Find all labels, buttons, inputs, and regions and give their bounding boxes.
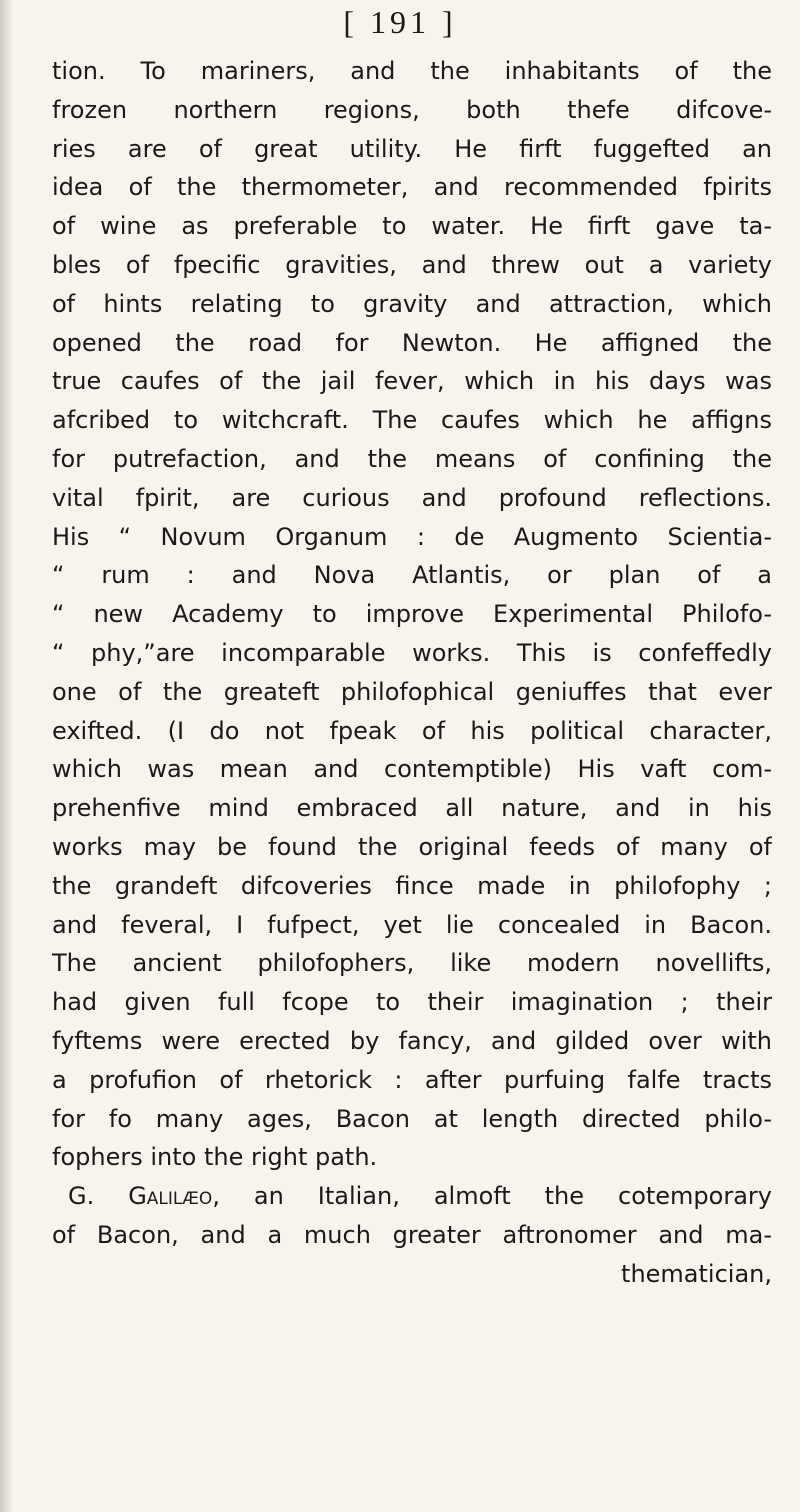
text-line: true caufes of the jail fever, which in his days was bbox=[52, 367, 772, 396]
page-spine-shadow bbox=[0, 0, 14, 1512]
text-line: for putrefaction, and the means of confining the bbox=[52, 444, 772, 473]
text-line: of Bacon, and a much greater aftronomer and ma- bbox=[52, 1220, 772, 1249]
galileo-prefix: G. bbox=[68, 1182, 129, 1211]
text-line: opened the road for Newton. He affigned the bbox=[52, 328, 772, 357]
catchword-line: thematician, bbox=[621, 1259, 772, 1288]
text-line: a profufion of rhetorick : after purfuing falfe tracts bbox=[52, 1065, 772, 1094]
text-line: and feveral, I fufpect, yet lie concealed in Bacon. bbox=[52, 910, 772, 939]
galileo-rest: , an Italian, almoft the cotemporary bbox=[212, 1182, 772, 1211]
text-line: bles of fpecific gravities, and threw out a variety bbox=[52, 250, 772, 279]
text-line: of wine as preferable to water. He firft gave ta- bbox=[52, 212, 772, 241]
text-line: had given full fcope to their imagination ; their bbox=[52, 988, 772, 1017]
text-line: of hints relating to gravity and attraction, which bbox=[52, 289, 772, 318]
text-line: tion. To mariners, and the inhabitants of the bbox=[52, 57, 772, 85]
text-line: the grandeft difcoveries fince made in philofophy ; bbox=[52, 871, 772, 900]
text-line: frozen northern regions, both thefe difcove- bbox=[52, 95, 772, 124]
text-line: vital fpirit, are curious and profound reflections. bbox=[52, 483, 772, 512]
text-line: afcribed to witchcraft. The caufes which he affigns bbox=[52, 406, 772, 435]
text-line: one of the greateft philofophical geniuffes that ever bbox=[52, 677, 772, 706]
text-line: The ancient philofophers, like modern novellifts, bbox=[52, 949, 772, 978]
page-header: [ 191 ] bbox=[343, 4, 457, 40]
text-line-galileo bbox=[52, 1177, 772, 1216]
text-line: fophers into the right path. bbox=[52, 1143, 378, 1172]
text-line: idea of the thermometer, and recommended fpirits bbox=[52, 173, 772, 202]
text-line: exifted. (I do not fpeak of his political character, bbox=[52, 716, 772, 745]
text-line: ries are of great utility. He firft fuggefted an bbox=[52, 134, 772, 163]
text-line: His “ Novum Organum : de Augmento Scientia- bbox=[52, 522, 772, 551]
text-line: works may be found the original feeds of many of bbox=[52, 832, 772, 861]
text-line: “ new Academy to improve Experimental Philofo- bbox=[52, 600, 772, 629]
text-line: fyftems were erected by fancy, and gilded over with bbox=[52, 1026, 772, 1055]
text-line: for fo many ages, Bacon at length directed philo- bbox=[52, 1104, 772, 1133]
text-line: “ phy,”are incomparable works. This is confeffedly bbox=[52, 638, 772, 667]
text-line: prehenfive mind embraced all nature, and in his bbox=[52, 794, 772, 823]
galileo-name: Galilæo bbox=[128, 1182, 213, 1211]
text-line: “ rum : and Nova Atlantis, or plan of a bbox=[52, 561, 772, 590]
body-text bbox=[52, 52, 772, 1294]
text-line: which was mean and contemptible) His vaft com- bbox=[52, 755, 772, 784]
